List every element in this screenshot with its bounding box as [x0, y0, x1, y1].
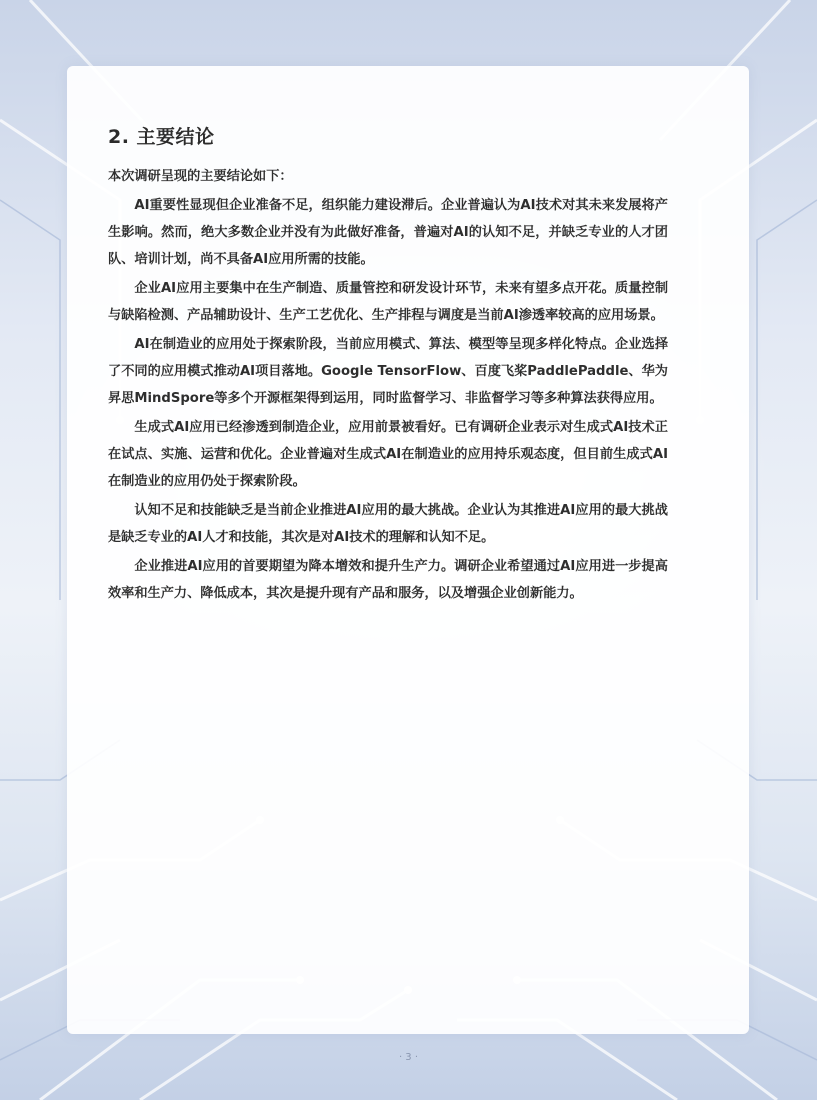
paragraph-5: 认知不足和技能缺乏是当前企业推进AI应用的最大挑战。企业认为其推进AI应用的最大挑战是缺乏专业的AI人才和技能，其次是对AI技术的理解和认知不足。: [108, 503, 668, 545]
paragraph-4: 生成式AI应用已经渗透到制造企业，应用前景被看好。已有调研企业表示对生成式AI技术正在试点、实施、运营和优化。企业普遍对生成式AI在制造业的应用持乐观态度，但目前生成式AI在制造业的应用仍处于探索阶段。: [108, 420, 668, 489]
section-intro: 本次调研呈现的主要结论如下：: [108, 169, 293, 184]
paragraph-3: AI在制造业的应用处于探索阶段，当前应用模式、算法、模型等呈现多样化特点。企业选择了不同的应用模式推动AI项目落地。Google TensorFlow、百度飞桨PaddlePaddle、华为昇思MindSpore等多个开源框架得到运用，同时监督学习、非监督学习等多种算法获得应用。: [108, 337, 668, 406]
paragraph-2: 企业AI应用主要集中在生产制造、质量管控和研发设计环节，未来有望多点开花。质量控制与缺陷检测、产品辅助设计、生产工艺优化、生产排程与调度是当前AI渗透率较高的应用场景。: [108, 281, 668, 323]
section-heading: 2. 主要结论: [108, 126, 215, 148]
paragraph-1: AI重要性显现但企业准备不足，组织能力建设滞后。企业普遍认为AI技术对其未来发展将产生影响。然而，绝大多数企业并没有为此做好准备，普遍对AI的认知不足，并缺乏专业的人才团队、培训计划，尚不具备AI应用所需的技能。: [108, 198, 668, 267]
document-body: [108, 122, 668, 609]
paragraph-6: 企业推进AI应用的首要期望为降本增效和提升生产力。调研企业希望通过AI应用进一步提高效率和生产力、降低成本，其次是提升现有产品和服务，以及增强企业创新能力。: [108, 559, 668, 601]
page-number: · 3 ·: [398, 1052, 419, 1063]
